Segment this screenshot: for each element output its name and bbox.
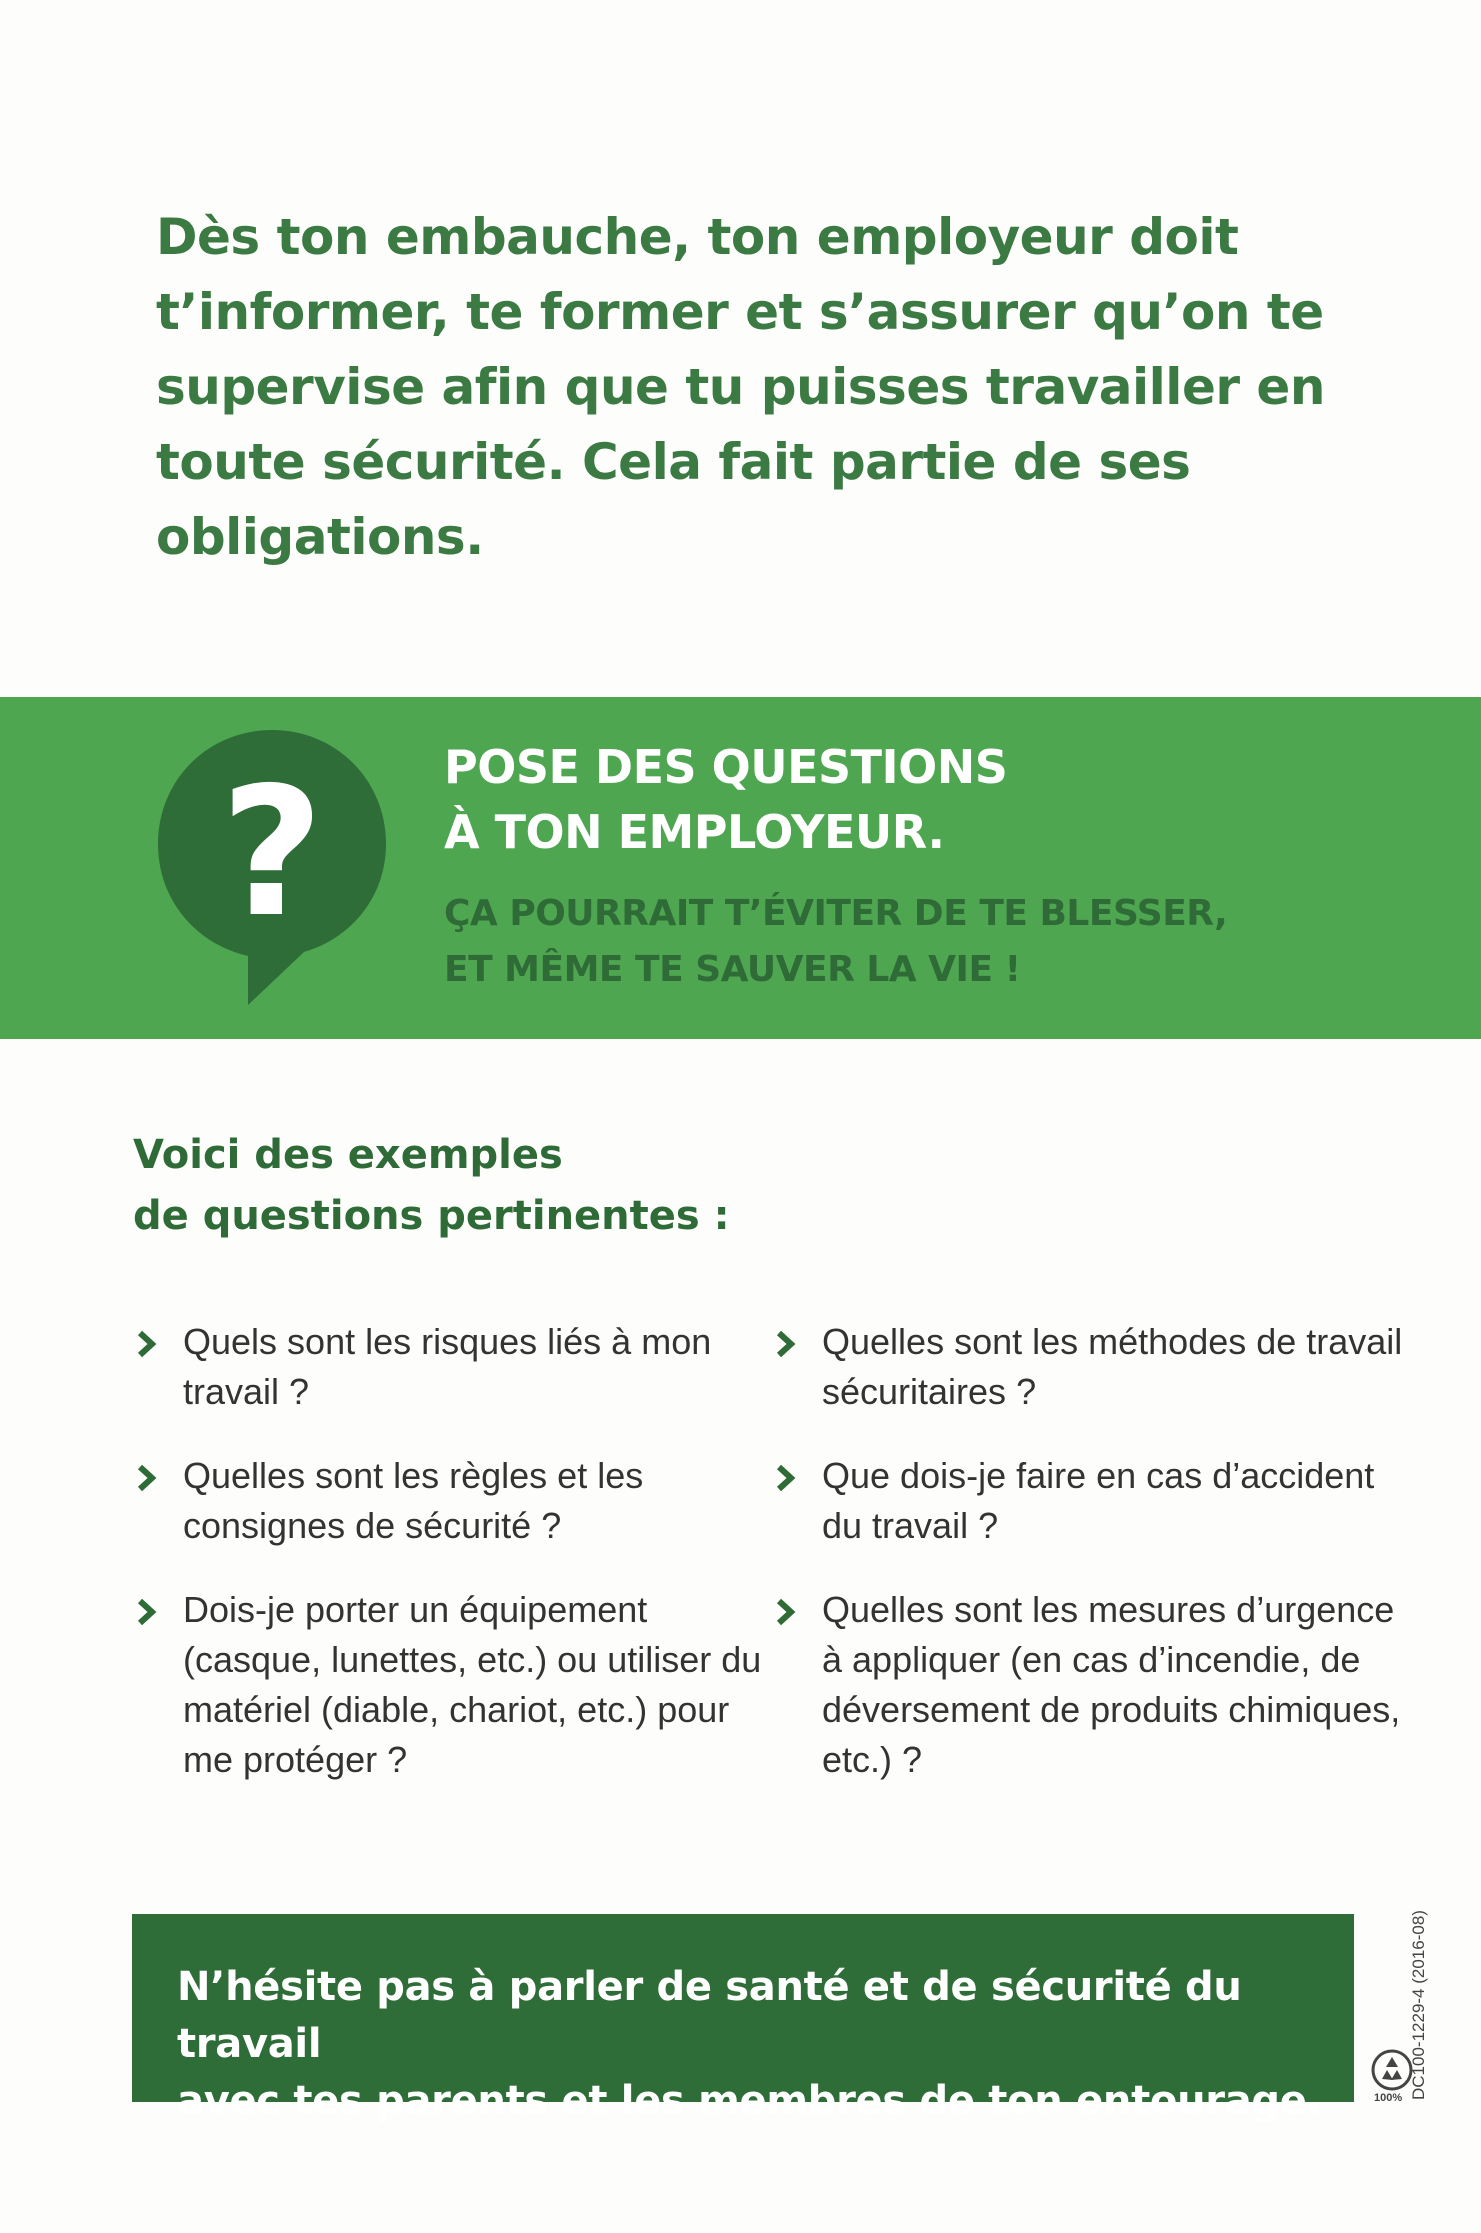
- chevron-right-icon: [133, 1330, 161, 1358]
- question-item: [772, 1451, 1412, 1551]
- questions-heading: [133, 1125, 833, 1247]
- banner-subtitle-line1: ÇA POURRAIT T’ÉVITER DE TE BLESSER,: [444, 893, 1228, 934]
- banner-title-line2: À TON EMPLOYEUR.: [444, 805, 945, 859]
- questions-heading-line1: Voici des exemples: [133, 1132, 563, 1178]
- question-text: Quelles sont les mesures d’urgence à appliquer (en cas d’incendie, de déversement de produits chimiques, etc.) ?: [822, 1589, 1401, 1780]
- document-code: DC100-1229-4 (2016-08): [1409, 1910, 1428, 2100]
- recycle-icon: [1371, 2049, 1413, 2091]
- intro-paragraph: Dès ton embauche, ton employeur doit t’informer, te former et s’assurer qu’on te supervise afin que tu puisses travailler en toute sécurité. Cela fait partie de ses obligations.: [156, 208, 1325, 566]
- question-bubble-icon: [156, 728, 388, 1008]
- questions-left-column: [133, 1317, 773, 1819]
- chevron-right-icon: [133, 1464, 161, 1492]
- banner-title-line1: POSE DES QUESTIONS: [444, 740, 1008, 794]
- banner-title: [444, 735, 1444, 865]
- questions-heading-line2: de questions pertinentes :: [133, 1193, 730, 1239]
- question-text: Quels sont les risques liés à mon travail ?: [183, 1321, 712, 1412]
- footer-box: [132, 1914, 1354, 2124]
- question-item: [772, 1585, 1412, 1785]
- footer-line1: N’hésite pas à parler de santé et de sécurité du travail: [177, 1964, 1242, 2067]
- recycle-percent: 100%: [1374, 2092, 1403, 2104]
- chevron-right-icon: [772, 1598, 800, 1626]
- question-text: Que dois-je faire en cas d’accident du travail ?: [822, 1455, 1375, 1546]
- questions-right-column: [772, 1317, 1412, 1819]
- chevron-right-icon: [772, 1330, 800, 1358]
- chevron-right-icon: [772, 1464, 800, 1492]
- footer-line2: avec tes parents et les membres de ton entourage.: [177, 2078, 1322, 2124]
- svg-text:?: ?: [220, 749, 324, 956]
- question-text: Dois-je porter un équipement (casque, lunettes, etc.) ou utiliser du matériel (diable, chariot, etc.) pour me protéger ?: [183, 1589, 762, 1780]
- question-item: [772, 1317, 1412, 1417]
- footer-message: [177, 1959, 1354, 2130]
- question-text: Quelles sont les règles et les consignes de sécurité ?: [183, 1455, 644, 1546]
- question-text: Quelles sont les méthodes de travail sécuritaires ?: [822, 1321, 1403, 1412]
- banner-subtitle-line2: ET MÊME TE SAUVER LA VIE !: [444, 949, 1021, 990]
- question-item: [133, 1317, 773, 1417]
- chevron-right-icon: [133, 1598, 161, 1626]
- banner-subtitle: [444, 886, 1444, 998]
- question-item: [133, 1585, 773, 1785]
- question-item: [133, 1451, 773, 1551]
